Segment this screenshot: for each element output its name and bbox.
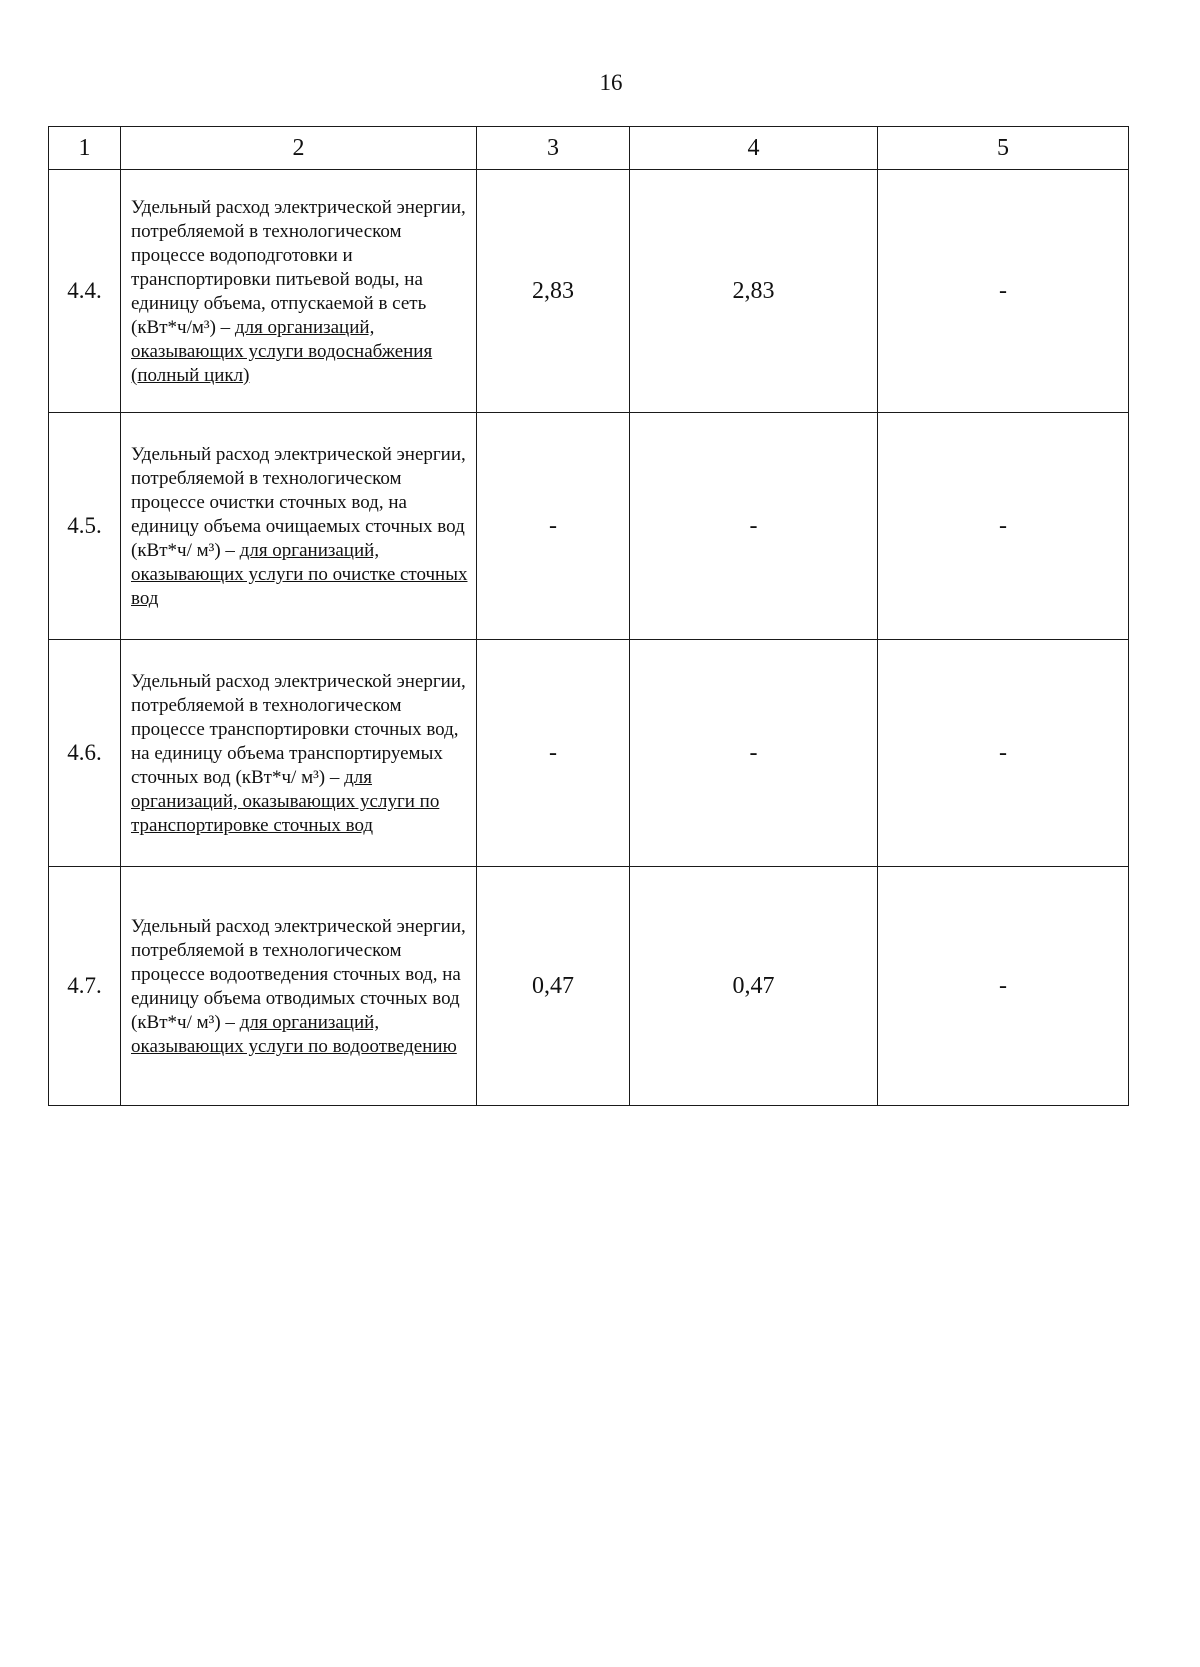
- row-number: 4.5.: [49, 413, 121, 640]
- description-underlined-text: для организаций, оказывающих услуги по очистке сточных вод: [131, 540, 468, 609]
- description-underlined-text: для организаций, оказывающих услуги по водоотведению: [131, 1012, 457, 1057]
- row-description: [121, 170, 477, 413]
- value-col4: -: [630, 640, 878, 867]
- table-row: [49, 867, 1129, 1106]
- value-col5: -: [878, 413, 1129, 640]
- description-text: Удельный расход электрической энергии, потребляемой в технологическом процессе транспортировки сточных вод, на единицу объема транспортируемых сточных вод (кВт*ч/ м³) –: [131, 671, 466, 788]
- value-col4: 2,83: [630, 170, 878, 413]
- value-col4: -: [630, 413, 878, 640]
- row-number: 4.4.: [49, 170, 121, 413]
- description-underlined-text: для организаций, оказывающих услуги водоснабжения (полный цикл): [131, 317, 433, 386]
- value-col5: -: [878, 170, 1129, 413]
- header-cell-4: 4: [630, 127, 878, 170]
- row-number: 4.6.: [49, 640, 121, 867]
- description-text: Удельный расход электрической энергии, потребляемой в технологическом процессе водоотведения сточных вод, на единицу объема отводимых сточных вод (кВт*ч/ м³) –: [131, 916, 466, 1033]
- header-cell-2: 2: [121, 127, 477, 170]
- description-text: Удельный расход электрической энергии, потребляемой в технологическом процессе водоподготовки и транспортировки питьевой воды, на единицу объема, отпускаемой в сеть (кВт*ч/м³) –: [131, 197, 466, 338]
- value-col5: -: [878, 867, 1129, 1106]
- row-number: 4.7.: [49, 867, 121, 1106]
- indicators-table-container: [48, 126, 1128, 1106]
- header-cell-5: 5: [878, 127, 1129, 170]
- value-col5: -: [878, 640, 1129, 867]
- row-description: [121, 640, 477, 867]
- description-text: Удельный расход электрической энергии, потребляемой в технологическом процессе очистки сточных вод, на единицу объема очищаемых сточных вод (кВт*ч/ м³) –: [131, 444, 466, 561]
- table-header-row: [49, 127, 1129, 170]
- table-row: [49, 413, 1129, 640]
- header-cell-3: 3: [477, 127, 630, 170]
- row-description: [121, 413, 477, 640]
- table-row: [49, 170, 1129, 413]
- value-col3: -: [477, 640, 630, 867]
- value-col4: 0,47: [630, 867, 878, 1106]
- row-description: [121, 867, 477, 1106]
- page-number: 16: [599, 70, 623, 95]
- table-row: [49, 640, 1129, 867]
- value-col3: -: [477, 413, 630, 640]
- description-underlined-text: для организаций, оказывающих услуги по транспортировке сточных вод: [131, 767, 440, 836]
- header-cell-1: 1: [49, 127, 121, 170]
- indicators-table: [48, 126, 1129, 1106]
- value-col3: 0,47: [477, 867, 630, 1106]
- value-col3: 2,83: [477, 170, 630, 413]
